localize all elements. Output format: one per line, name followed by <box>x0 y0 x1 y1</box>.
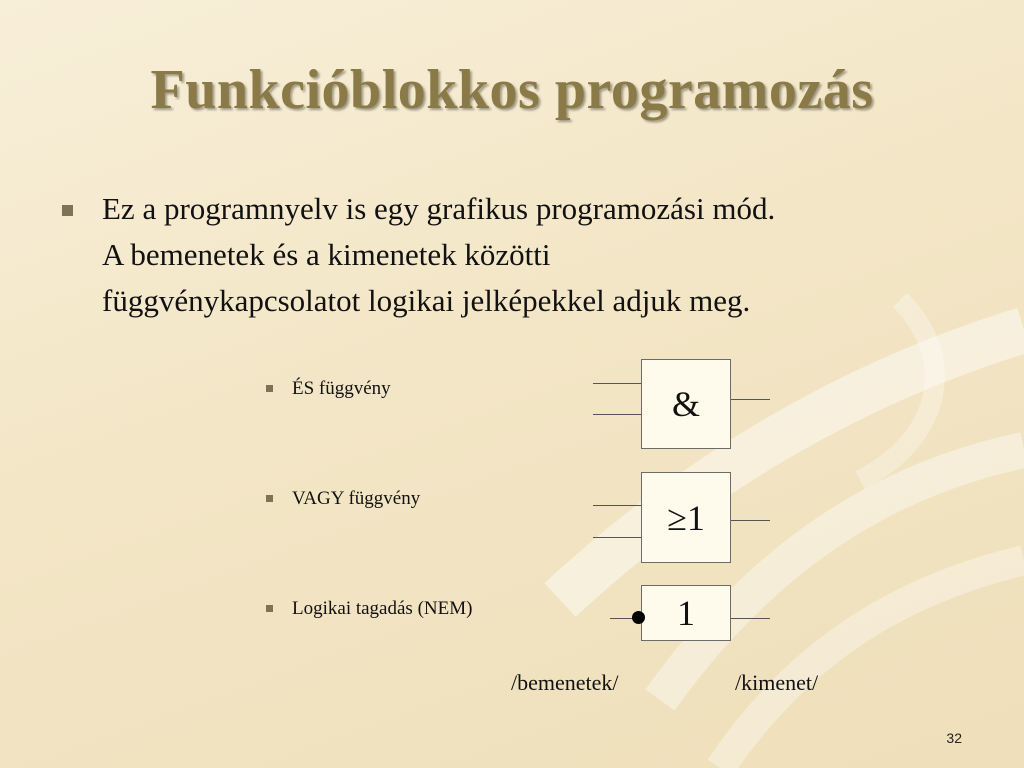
main-bullet-line: függvénykapcsolatot logikai jelképekkel adjuk meg. <box>102 283 751 318</box>
sub-bullet-marker <box>266 385 273 392</box>
or-gate-input-wire <box>593 537 641 538</box>
output-caption: /kimenet/ <box>735 670 819 695</box>
or-gate-output-wire <box>730 520 770 521</box>
and-gate-input-wire <box>593 383 641 384</box>
not-gate-symbol: 1 <box>677 593 695 633</box>
main-bullet-text <box>102 186 982 324</box>
sub-bullet-marker <box>266 495 273 502</box>
inputs-caption: /bemenetek/ <box>511 670 619 695</box>
or-gate-block <box>641 472 731 563</box>
or-gate-symbol: ≥1 <box>667 497 705 538</box>
main-bullet-line: A bemenetek és a kimenetek közötti <box>102 237 551 272</box>
and-gate-input-wire <box>593 414 641 415</box>
page-number: 32 <box>946 730 962 746</box>
not-gate-output-wire <box>730 618 770 619</box>
sub-item-label: VAGY függvény <box>292 488 421 509</box>
sub-item-label: Logikai tagadás (NEM) <box>292 598 473 619</box>
and-gate-block <box>641 359 731 449</box>
sub-item-label: ÉS függvény <box>292 378 391 399</box>
not-gate-block <box>641 585 731 641</box>
main-bullet-line: Ez a programnyelv is egy grafikus programozási mód. <box>102 191 776 226</box>
sub-bullet-marker <box>266 605 273 612</box>
negation-dot-icon <box>632 611 645 624</box>
main-bullet-marker <box>62 205 73 216</box>
and-gate-output-wire <box>730 399 770 400</box>
and-gate-symbol: & <box>671 384 700 424</box>
slide-title: Funkcióblokkos programozás <box>150 59 874 121</box>
or-gate-input-wire <box>593 505 641 506</box>
